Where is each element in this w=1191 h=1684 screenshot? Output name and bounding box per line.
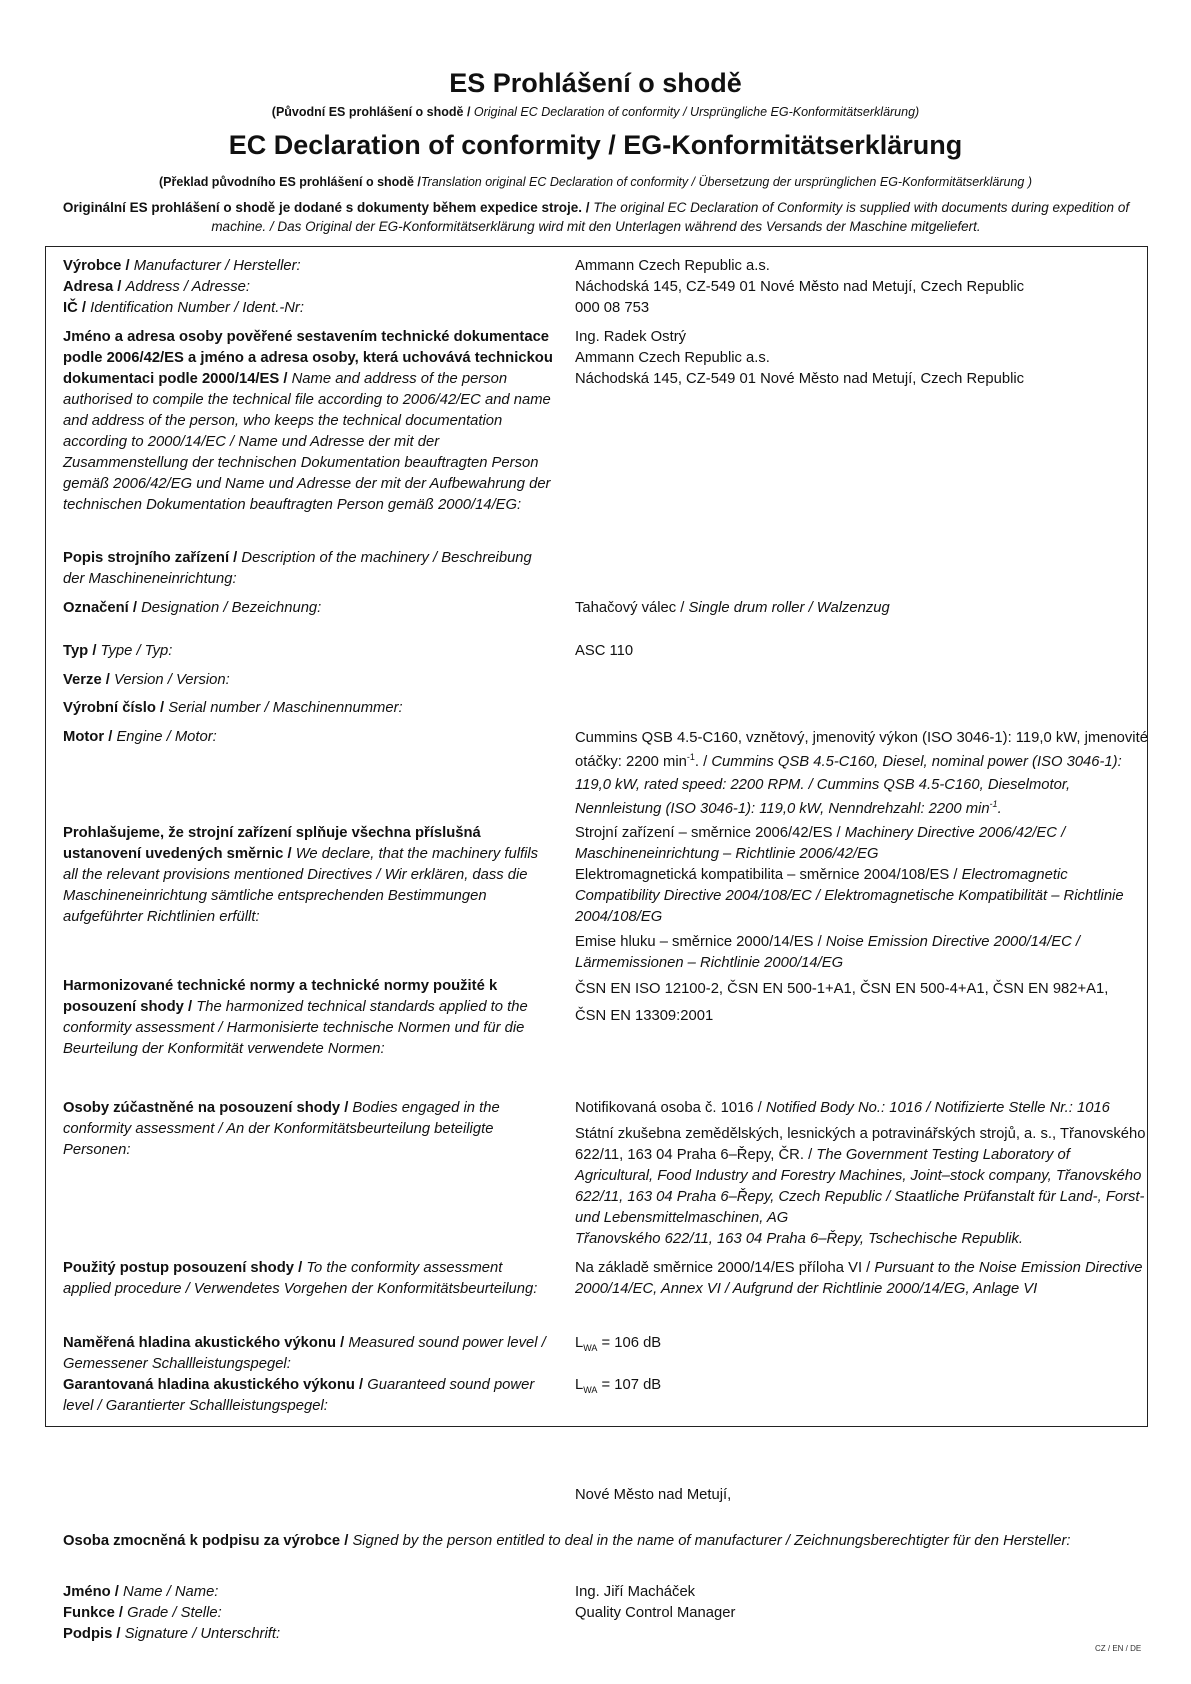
procedure-value-plain: Na základě směrnice 2000/14/ES příloha VI / — [575, 1260, 875, 1276]
type-label — [63, 641, 553, 662]
description-label-italic: Description of the machinery / Beschreibung der Maschineneinrichtung: — [63, 550, 532, 587]
measured-db: = 106 dB — [597, 1335, 662, 1351]
signatory-heading-italic: Signed by the person entitled to deal in the name of manufacturer / Zeichnungsberechtigter für den Hersteller: — [352, 1533, 1071, 1549]
person-label-bold: Jméno a adresa osoby pověřené sestavením technické dokumentace podle 2006/42/ES a jméno a adresa osoby, která uchovává technickou dokumentaci podle 2000/14/ES / — [63, 329, 553, 387]
person-address: Náchodská 145, CZ-549 01 Nové Město nad Metují, Czech Republic — [575, 371, 1025, 387]
measured-value — [575, 1333, 1150, 1354]
directive-emc — [575, 865, 1150, 928]
directive-emc-plain: Elektromagnetická kompatibilita – směrnice 2004/108/ES / — [575, 867, 962, 883]
designation-value-plain: Tahačový válec / — [575, 600, 689, 616]
serial-label-bold: Výrobní číslo / — [63, 700, 169, 716]
manufacturer-label-italic: Manufacturer / Hersteller: — [133, 258, 301, 274]
original-note — [60, 198, 1132, 236]
engine-value-a: Cummins QSB 4.5-C160, vznětový, jmenovitý výkon (ISO 3046-1): 119,0 kW, jmenovité otáčky: 2200 min — [575, 730, 1148, 770]
description-label — [63, 548, 553, 590]
engine-value-d: . — [997, 800, 1002, 817]
procedure-label-italic: To the conformity assessment applied procedure / Verwendetes Vorgehen der Konformitätsbeurteilung: — [63, 1260, 538, 1297]
declare-value — [575, 823, 1150, 974]
measured-label-italic: Measured sound power level / Gemessener Schallleistungspegel: — [63, 1335, 546, 1372]
language-code: CZ / EN / DE — [1095, 1644, 1142, 1653]
declare-label-bold: Prohlašujeme, že strojní zařízení splňuje všechna příslušná ustanovení uvedených směrnic / — [63, 825, 481, 862]
ic-label-italic: Identification Number / Ident.-Nr: — [90, 300, 304, 316]
designation-label-italic: Designation / Bezeichnung: — [141, 600, 322, 616]
original-note-bold: Originální ES prohlášení o shodě je dodané s dokumenty během expedice stroje. / — [62, 200, 594, 215]
engine-label — [63, 727, 553, 748]
measured-label-bold: Naměřená hladina akustického výkonu / — [63, 1335, 349, 1351]
original-note-italic: The original EC Declaration of Conformity is supplied with documents during expedition of machine. / Das Original der EG-Konformitätserklärung wird mit den Unterlagen während des Versands der Maschine mitgeliefert. — [211, 200, 1130, 234]
person-value — [575, 327, 1150, 390]
page-title-en: EC Declaration of conformity / EG-Konformitätserklärung — [228, 130, 963, 160]
page-title-cz: ES Prohlášení o shodě — [449, 68, 742, 98]
measured-symbol: L — [575, 1335, 584, 1351]
signatory-name: Ing. Jiří Macháček — [575, 1584, 696, 1600]
guaranteed-label — [63, 1375, 553, 1417]
standards-value — [575, 976, 1150, 1030]
person-label — [63, 327, 553, 516]
signature-label — [63, 1624, 523, 1645]
measured-symbol-sub: WA — [583, 1342, 598, 1353]
signature-label-italic: Signature / Unterschrift: — [124, 1626, 281, 1642]
testing-laboratory — [575, 1124, 1150, 1229]
manufacturer-label-bold: Výrobce / — [63, 258, 134, 274]
person-label-italic: Name and address of the person authorised to compile the technical file according to 2006/42/EC and name and address of the person, who keeps the technical documentation according to 2000/14/EC / Name und Adresse der mit der Zusammenstellung der technischen Dokumentation beauftragten Person gemäß 2006/42/EG und Name und Adresse der mit der Aufbewahrung der technischen Dokumentation beauftragten Person gemäß 2000/14/EG: — [63, 371, 551, 513]
version-label-bold: Verze / — [63, 672, 115, 688]
subtitle-translation-italic: Translation original EC Declaration of conformity / Übersetzung der ursprünglichen EG-Konformitätserklärung ) — [420, 175, 1032, 189]
engine-label-italic: Engine / Motor: — [116, 729, 217, 745]
ic-label — [63, 298, 553, 319]
description-label-bold: Popis strojního zařízení / — [63, 550, 242, 566]
designation-label — [63, 598, 553, 619]
guaranteed-value — [575, 1375, 1150, 1396]
name-label — [63, 1582, 523, 1603]
bodies-label-italic: Bodies engaged in the conformity assessment / An der Konformitätsbeurteilung beteiligte Personen: — [63, 1100, 500, 1158]
engine-value-sup2: -1 — [989, 798, 998, 809]
testing-laboratory-italic: The Government Testing Laboratory of Agricultural, Food Industry and Forestry Machines, Joint–stock company, Třanovského 622/11, 163 04 Praha 6–Řepy, Czech Republic / Staatliche Prüfanstalt für Land-, Forst- und Lebensmittelmaschinen, AG — [575, 1147, 1145, 1226]
directive-emc-italic: Electromagnetic Compatibility Directive 2004/108/EC / Elektromagnetische Kompatibilität – Richtlinie 2004/108/EG — [575, 867, 1124, 925]
guaranteed-symbol: L — [575, 1377, 584, 1393]
procedure-value — [575, 1258, 1150, 1300]
grade-label — [63, 1603, 523, 1624]
subtitle-translation-bold: (Překlad původního ES prohlášení o shodě / — [159, 175, 421, 189]
standards-label-bold: Harmonizované technické normy a technické normy použité k posouzení shody / — [63, 978, 498, 1015]
person-company: Ammann Czech Republic a.s. — [575, 350, 770, 366]
bodies-label-bold: Osoby zúčastněné na posouzení shody / — [63, 1100, 353, 1116]
directive-noise-plain: Emise hluku – směrnice 2000/14/ES / — [575, 934, 826, 950]
type-label-italic: Type / Typ: — [100, 643, 173, 659]
notified-body-plain: Notifikovaná osoba č. 1016 / — [575, 1100, 766, 1116]
directive-noise — [575, 932, 1150, 974]
notified-body — [575, 1098, 1150, 1119]
standards-line-2: ČSN EN 13309:2001 — [575, 1008, 714, 1024]
ic-value: 000 08 753 — [575, 300, 650, 316]
designation-value — [575, 598, 1150, 619]
type-value: ASC 110 — [575, 643, 634, 659]
person-name: Ing. Radek Ostrý — [575, 329, 687, 345]
signatory-grade: Quality Control Manager — [575, 1605, 736, 1621]
testing-laboratory-address-de: Třanovského 622/11, 163 04 Praha 6–Řepy, Tschechische Republik. — [575, 1231, 1024, 1247]
name-label-italic: Name / Name: — [123, 1584, 219, 1600]
procedure-label — [63, 1258, 553, 1300]
grade-label-italic: Grade / Stelle: — [127, 1605, 222, 1621]
subtitle-translation — [0, 174, 1191, 190]
manufacturer-label — [63, 256, 553, 277]
engine-value-b: . / — [694, 753, 712, 770]
serial-label — [63, 698, 553, 719]
signatory-values — [575, 1582, 1035, 1624]
measured-label — [63, 1333, 553, 1375]
version-label-italic: Version / Version: — [114, 672, 230, 688]
standards-line-1: ČSN EN ISO 12100-2, ČSN EN 500-1+A1, ČSN EN 500-4+A1, ČSN EN 982+A1, — [575, 981, 1109, 997]
bodies-label — [63, 1098, 553, 1161]
serial-label-italic: Serial number / Maschinennummer: — [168, 700, 403, 716]
ic-label-bold: IČ / — [63, 300, 91, 316]
type-label-bold: Typ / — [63, 643, 101, 659]
engine-value — [575, 727, 1150, 821]
procedure-label-bold: Použitý postup posouzení shody / — [63, 1260, 307, 1276]
declare-label — [63, 823, 553, 928]
designation-label-bold: Označení / — [63, 600, 142, 616]
address-value: Náchodská 145, CZ-549 01 Nové Město nad Metují, Czech Republic — [575, 279, 1025, 295]
directive-machinery-italic: Machinery Directive 2006/42/EC / Maschineneinrichtung – Richtlinie 2006/42/EG — [575, 825, 1066, 862]
procedure-value-italic: Pursuant to the Noise Emission Directive 2000/14/EC, Annex VI / Aufgrund der Richtlinie 2000/14/EG, Anlage VI — [575, 1260, 1143, 1297]
guaranteed-symbol-sub: WA — [583, 1384, 598, 1395]
engine-value-c: Cummins QSB 4.5-C160, Diesel, nominal power (ISO 3046-1): 119,0 kW, rated speed: 2200 RPM. / Cummins QSB 4.5-C160, Dieselmotor, Nennleistung (ISO 3046-1): 119,0 kW, Nenndrehzahl: 2200 min — [575, 753, 1122, 817]
notified-body-italic: Notified Body No.: 1016 / Notifizierte Stelle Nr.: 1016 — [765, 1100, 1110, 1116]
subtitle-original-italic: Original EC Declaration of conformity / Ursprüngliche EG-Konformitätserklärung) — [473, 105, 920, 119]
declare-label-italic: We declare, that the machinery fulfils all the relevant provisions mentioned Directives / Wir erklären, dass die Maschineneinrichtung sämtliche entsprechenden Bestimmungen aufgeführter Richtlinien erfüllt: — [63, 846, 539, 925]
signature-label-bold: Podpis / — [63, 1626, 125, 1642]
signatory-labels — [63, 1582, 523, 1645]
testing-laboratory-plain: Státní zkušebna zemědělských, lesnických a potravinářských strojů, a. s., Třanovského 622/11, 163 04 Praha 6–Řepy, ČR. / — [575, 1126, 1146, 1163]
address-label-italic: Address / Adresse: — [125, 279, 250, 295]
standards-label — [63, 976, 553, 1060]
engine-value-sup: -1 — [686, 751, 695, 762]
place-of-issue: Nové Město nad Metují, — [575, 1487, 732, 1503]
version-label — [63, 670, 553, 691]
subtitle-original — [0, 104, 1191, 120]
address-label-bold: Adresa / — [63, 279, 126, 295]
directive-noise-italic: Noise Emission Directive 2000/14/EC / Lärmemissionen – Richtlinie 2000/14/EG — [575, 934, 1080, 971]
bodies-value — [575, 1098, 1150, 1250]
signatory-heading — [63, 1531, 1143, 1552]
designation-value-italic: Single drum roller / Walzenzug — [688, 600, 890, 616]
guaranteed-label-italic: Guaranteed sound power level / Garantierter Schallleistungspegel: — [63, 1377, 535, 1414]
directive-machinery — [575, 823, 1150, 865]
standards-label-italic: The harmonized technical standards applied to the conformity assessment / Harmonisierte technische Normen und für die Beurteilung der Konformität verwendete Normen: — [63, 999, 528, 1057]
subtitle-original-bold: (Původní ES prohlášení o shodě / — [271, 105, 474, 119]
signatory-heading-bold: Osoba zmocněná k podpisu za výrobce / — [63, 1533, 353, 1549]
name-label-bold: Jméno / — [63, 1584, 124, 1600]
engine-label-bold: Motor / — [63, 729, 117, 745]
guaranteed-db: = 107 dB — [597, 1377, 662, 1393]
directive-machinery-plain: Strojní zařízení – směrnice 2006/42/ES / — [575, 825, 845, 841]
address-label — [63, 277, 553, 298]
grade-label-bold: Funkce / — [63, 1605, 128, 1621]
guaranteed-label-bold: Garantovaná hladina akustického výkonu / — [63, 1377, 368, 1393]
manufacturer-value: Ammann Czech Republic a.s. — [575, 258, 770, 274]
